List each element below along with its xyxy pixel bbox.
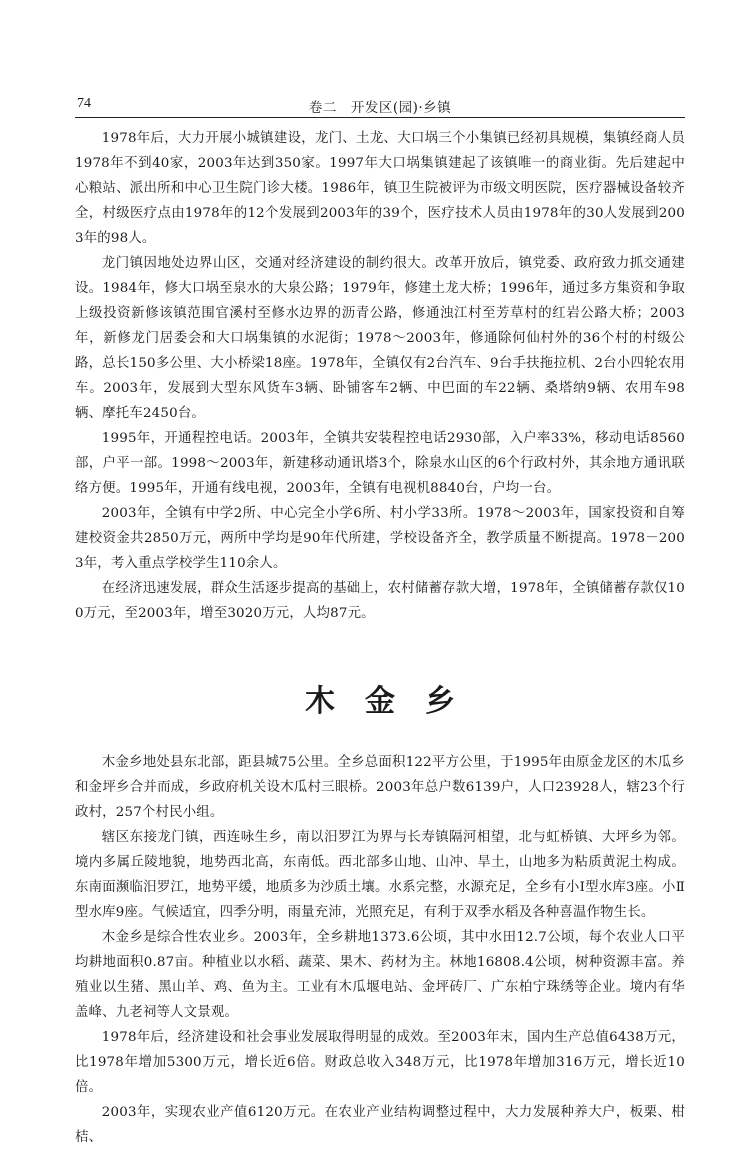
paragraph-geography: 辖区东接龙门镇，西连咏生乡，南以汨罗江为界与长寿镇隔河相望，北与虹桥镇、大坪乡为邻。境内多属丘陵地貌，地势西北高，东南低。西北部多山地、山冲、旱土，山地多为粘质黄泥土构成。东南面濒临汨罗江，地势平缓，地质多为沙质土壤。水系完整，水源充足，全乡有小Ⅰ型水库3座。小Ⅱ型水库9座。气候适宜，四季分明，雨量充沛，光照充足，有利于双季水稻及各种喜温作物生长。 xyxy=(75,830,685,920)
running-header xyxy=(75,94,685,118)
book-page xyxy=(75,94,685,1150)
paragraph-education: 2003年，全镇有中学2所、中心完全小学6所、村小学33所。1978～2003年，国家投资和自筹建校资金共2850万元，两所中学均是90年代所建，学校设备齐全，教学质量不断提高。1978－2003年，考入重点学校学生110余人。 xyxy=(75,506,685,571)
paragraph-agricultural-output: 2003年，实现农业产值6120万元。在农业产业结构调整过程中，大力发展种养大户，板栗、柑桔、 xyxy=(75,1105,685,1145)
paragraph-telecommunications: 1995年，开通程控电话。2003年，全镇共安装程控电话2930部，入户率33%，移动电话8560部，户平一部。1998～2003年，新建移动通讯塔3个，除泉水山区的6个行政村外，其余地方通讯联络方便。1995年，开通有线电视，2003年，全镇有电视机8840台，户均一台。 xyxy=(75,431,685,496)
page-number: 74 xyxy=(77,96,91,111)
paragraph-economy: 1978年后，经济建设和社会事业发展取得明显的成效。至2003年末，国内生产总值6438万元，比1978年增加5300万元，增长近6倍。财政总收入348万元，比1978年增加316万元，增长近10倍。 xyxy=(75,1030,685,1095)
paragraph-transportation: 龙门镇因地处边界山区，交通对经济建设的制约很大。改革开放后，镇党委、政府致力抓交通建设。1984年，修大口埚至泉水的大泉公路；1979年，修建土龙大桥；1996年，通过多方集资和争取上级投资新修该镇范围官溪村至修水边界的沥青公路，修通浊江村至芳草村的红岩公路大桥；2003年，新修龙门居委会和大口埚集镇的水泥街；1978～2003年，修通除何仙村外的36个村的村级公路，总长150多公里、大小桥梁18座。1978年，全镇仅有2台汽车、9台手扶拖拉机、2台小四轮农用车。2003年，发展到大型东风货车3辆、卧铺客车2辆、中巴面的车22辆、桑塔纳9辆、农用车98辆、摩托车2450台。 xyxy=(75,256,685,421)
paragraph-savings: 在经济迅速发展，群众生活逐步提高的基础上，农村储蓄存款大增，1978年，全镇储蓄存款仅100万元，至2003年，增至3020万元，人均87元。 xyxy=(75,581,685,621)
paragraph-agriculture: 木金乡是综合性农业乡。2003年，全乡耕地1373.6公顷，其中水田12.7公顷，每个农业人口平均耕地面积0.87亩。种植业以水稻、蔬菜、果木、药材为主。林地16808.4公顷，树种资源丰富。养殖业以生猪、黑山羊、鸡、鱼为主。工业有木瓜堰电站、金坪砖厂、广东柏宁珠绣等企业。境内有华盖峰、九老祠等人文景观。 xyxy=(75,930,685,1020)
paragraph-town-construction: 1978年后，大力开展小城镇建设，龙门、土龙、大口埚三个小集镇已经初具规模，集镇经商人员1978年不到40家，2003年达到350家。1997年大口埚集镇建起了该镇唯一的商业街。先后建起中心粮站、派出所和中心卫生院门诊大楼。1986年，镇卫生院被评为市级文明医院，医疗器械设备较齐全，村级医疗点由1978年的12个发展到2003年的39个，医疗技术人员由1978年的30人发展到2003年的98人。 xyxy=(75,131,685,246)
paragraph-overview: 木金乡地处县东北部，距县城75公里。全乡总面积122平方公里，于1995年由原金龙区的木瓜乡和金坪乡合并而成，乡政府机关设木瓜村三眼桥。2003年总户数6139户，人口23928人，辖23个行政村，257个村民小组。 xyxy=(75,755,685,820)
running-section-title: 卷二 开发区(园)·乡镇 xyxy=(308,100,452,116)
chapter-title: 木金乡 xyxy=(305,684,485,719)
body-text xyxy=(75,126,685,1150)
